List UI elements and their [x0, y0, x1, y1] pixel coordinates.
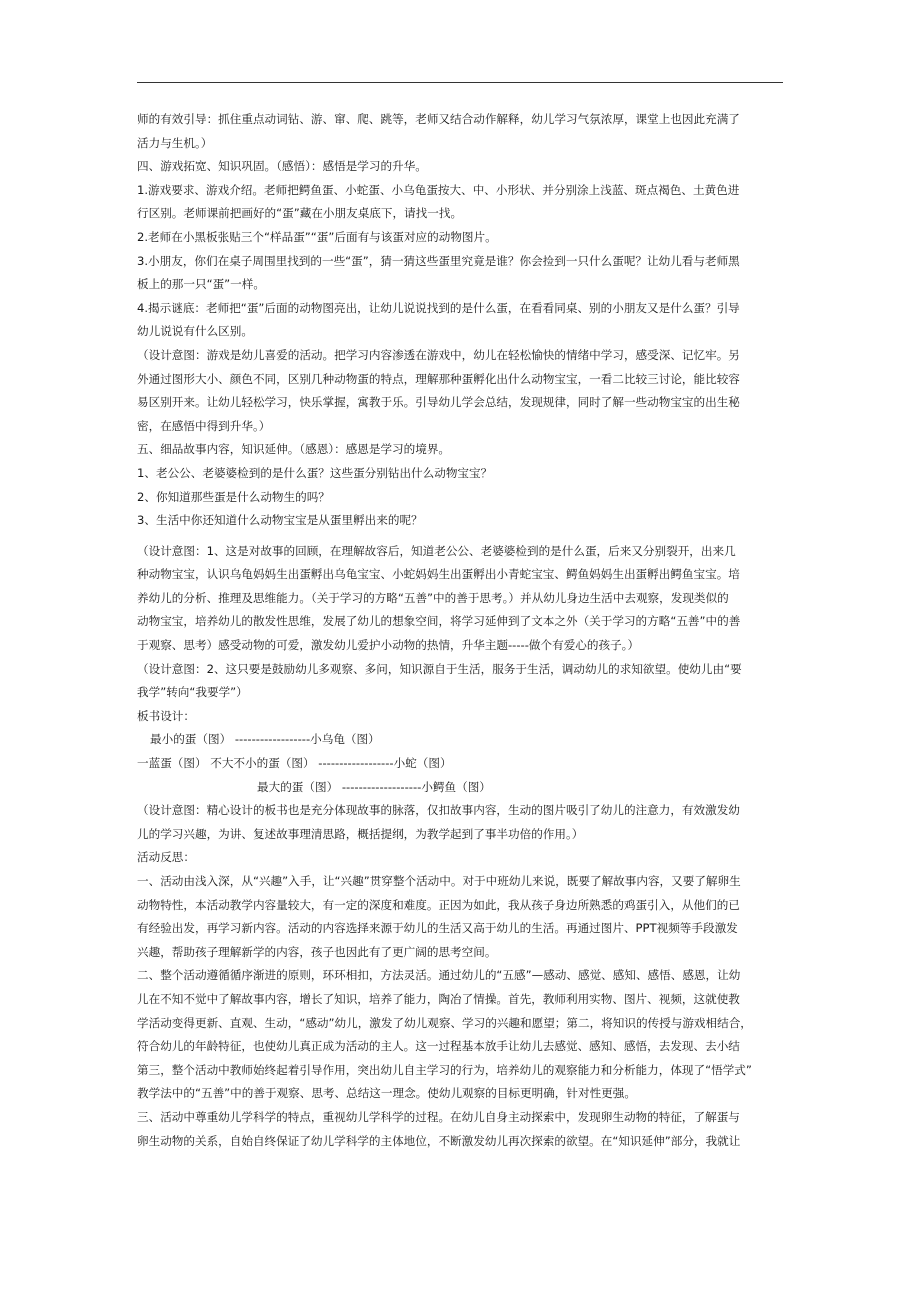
- text-line: 我学”转向“我要学”）: [137, 685, 248, 700]
- text-line: 符合幼儿的年龄特征，也使幼儿真正成为活动的主人。这一过程基本放手让幼儿去感觉、感知、感悟，去发现、去小结: [137, 1039, 740, 1054]
- text-line: 兴趣，帮助孩子理解新学的内容，孩子也因此有了更广阔的思考空间。: [137, 944, 497, 959]
- text-line: 外通过图形大小、颜色不同，区别几种动物蛋的特点，理解那种蛋孵化出什么动物宝宝，一看二比较三讨论，能比较容: [137, 371, 740, 386]
- text-line: 活动反思：: [137, 850, 195, 865]
- text-line: 卵生动物的关系，自始自终保证了幼儿学科学的主体地位，不断激发幼儿再次探索的欲望。在“知识延伸”部分，我就让: [137, 1133, 741, 1148]
- text-line: 儿的学习兴趣，为讲、复述故事理清思路，概括提纲，为教学起到了事半功倍的作用。）: [137, 826, 584, 841]
- text-line: 动物特性，本活动教学内容量较大，有一定的深度和难度。正因为如此，我从孩子身边所熟悉的鸡蛋引入，从他们的已: [137, 897, 740, 912]
- board-line: 一蓝蛋（图） 不大不小的蛋（图） ------------------小蛇（图）: [137, 756, 452, 771]
- header-rule: [137, 82, 783, 83]
- text-line: 3.小朋友，你们在桌子周围里找到的一些“蛋”，猜一猜这些蛋里究竟是谁？你会捡到一只什么蛋呢？让幼儿看与老师黑: [137, 253, 740, 268]
- text-line: （设计意图：2、这只要是鼓励幼儿多观察、多问，知识源自于生活，服务于生活，调动幼儿的求知欲望。使幼儿由“要: [137, 661, 742, 676]
- text-line: 五、细品故事内容，知识延伸。（感恩）：感恩是学习的境界。: [137, 442, 451, 457]
- text-line: 动物宝宝，培养幼儿的散发性思维，发展了幼儿的想象空间，将学习延伸到了文本之外（关于学习的方略“五善”中的善: [137, 614, 741, 629]
- text-line: 板书设计：: [137, 708, 195, 723]
- text-line: 四、游戏拓宽、知识巩固。（感悟）：感悟是学习的升华。: [137, 159, 427, 174]
- text-line: 活力与生机。）: [137, 135, 213, 150]
- text-line: 2.老师在小黑板张贴三个“样品蛋”“蛋”后面有与该蛋对应的动物图片。: [137, 229, 497, 244]
- text-line: 第三，整个活动中教师始终起着引导作用，突出幼儿自主学习的行为，培养幼儿的观察能力和分析能力，体现了“悟学式”: [137, 1062, 752, 1077]
- text-line: 于观察、思考）感受动物的可爱，激发幼儿爱护小动物的热情，升华主题-----做个有爱心的孩子。）: [137, 638, 640, 653]
- text-line: 学活动变得更新、直观、生动，“感动”幼儿，激发了幼儿观察、学习的兴趣和愿望；第二，将知识的传授与游戏相结合，: [137, 1015, 752, 1030]
- text-line: 有经验出发，再学习新内容。活动的内容选择来源于幼儿的生活又高于幼儿的生活。再通过图片、PPT视频等手段激发: [137, 921, 738, 936]
- text-line: 易区别开来。让幼儿轻松学习，快乐掌握，寓教于乐。引导幼儿学会总结，发现规律，同时了解一些动物宝宝的出生秘: [137, 395, 740, 410]
- text-line: 1.游戏要求、游戏介绍。老师把鳄鱼蛋、小蛇蛋、小乌龟蛋按大、中、小形状、并分别涂上浅蓝、斑点褐色、土黄色进: [137, 182, 740, 197]
- text-line: 教学法中的“五善”中的善于观察、思考、总结这一理念。使幼儿观察的目标更明确，针对性更强。: [137, 1086, 636, 1101]
- text-line: 师的有效引导：抓住重点动词钻、游、窜、爬、跳等，老师又结合动作解释，幼儿学习气氛浓厚，课堂上也因此充满了: [137, 112, 740, 126]
- text-line: 板上的那一只“蛋”一样。: [137, 277, 265, 292]
- board-line: 最小的蛋（图） ------------------小乌龟（图）: [150, 732, 380, 747]
- text-line: 三、活动中尊重幼儿学科学的特点，重视幼儿学科学的过程。在幼儿自身主动探索中，发现卵生动物的特征，了解蛋与: [137, 1109, 740, 1124]
- text-line: （设计意图：精心设计的板书也是充分体现故事的脉落，仅扣故事内容，生动的图片吸引了幼儿的注意力，有效激发幼: [137, 803, 740, 818]
- text-line: 1、老公公、老婆婆检到的是什么蛋？这些蛋分别钻出什么动物宝宝？: [137, 465, 493, 480]
- text-line: 密，在感悟中得到升华。）: [137, 418, 271, 433]
- text-line: 2、你知道那些蛋是什么动物生的吗？: [137, 489, 330, 504]
- text-line: [137, 1153, 797, 1177]
- board-line: 最大的蛋（图） -------------------小鳄鱼（图）: [257, 779, 491, 794]
- text-line: 幼儿说说有什么区别。: [137, 324, 253, 339]
- text-line: 儿在不知不觉中了解故事内容，增长了知识，培养了能力，陶冶了情操。首先，教师利用实物、图片、视频，这就使教: [137, 991, 740, 1006]
- document-body: [137, 108, 797, 1177]
- text-line: 种动物宝宝，认识乌龟妈妈生出蛋孵出乌龟宝宝、小蛇妈妈生出蛋孵出小青蛇宝宝、鳄鱼妈妈生出蛋孵出鳄鱼宝宝。培: [137, 567, 740, 582]
- text-line: 一、活动由浅入深，从“兴趣”入手，让“兴趣”贯穿整个活动中。对于中班幼儿来说，既要了解故事内容，又要了解卵生: [137, 874, 741, 888]
- text-line: 3、生活中你还知道什么动物宝宝是从蛋里孵出来的呢？: [137, 513, 423, 528]
- text-line: 养幼儿的分析、推理及思维能力。（关于学习的方略“五善”中的善于思考。）并从幼儿身边生活中去观察，发现类似的: [137, 590, 729, 605]
- text-line: 二、整个活动遵循循序渐进的原则，环环相扣，方法灵活。通过幼儿的“五感”—感动、感觉、感知、感悟、感恩，让幼: [137, 968, 741, 983]
- text-line: 4.揭示谜底：老师把“蛋”后面的动物图亮出，让幼儿说说找到的是什么蛋，在看看同桌、别的小朋友又是什么蛋？引导: [137, 300, 740, 315]
- text-line: 行区别。老师课前把画好的“蛋”藏在小朋友桌底下，请找一找。: [137, 206, 463, 221]
- text-line: （设计意图：游戏是幼儿喜爱的活动。把学习内容渗透在游戏中，幼儿在轻松愉快的情绪中学习，感受深、记忆牢。另: [137, 347, 740, 362]
- text-line: （设计意图：1、这是对故事的回顾，在理解故容后，知道老公公、老婆婆检到的是什么蛋，后来又分别裂开，出来几: [137, 543, 736, 558]
